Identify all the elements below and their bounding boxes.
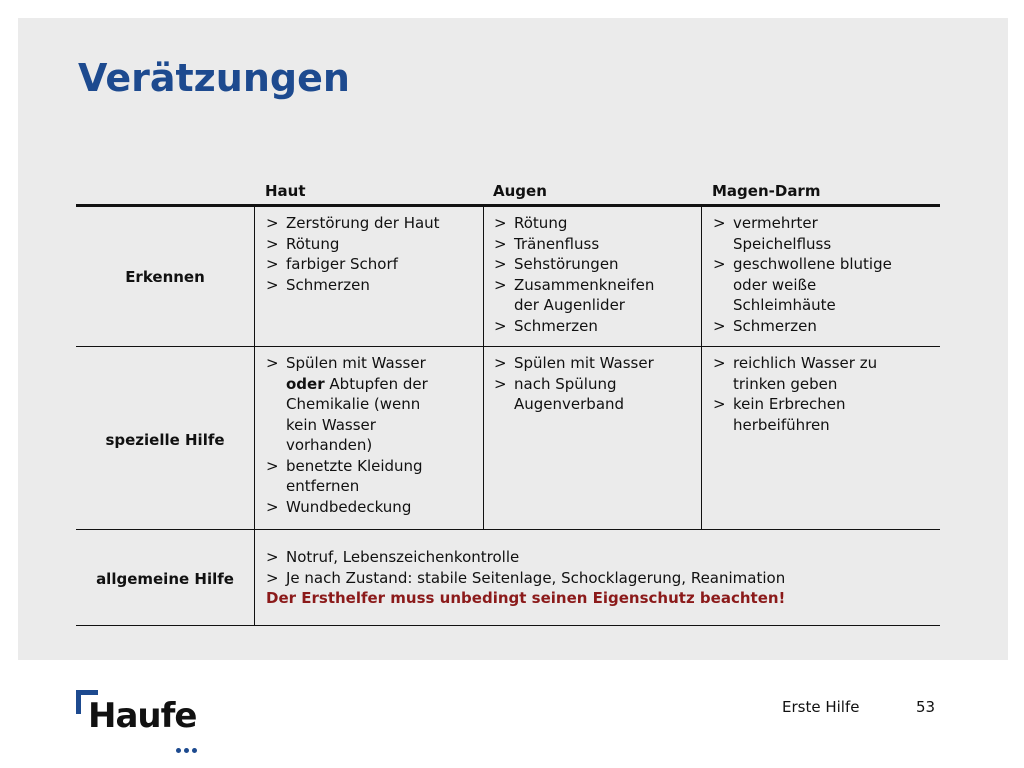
bullet: > [266,456,279,475]
list-item [494,374,698,415]
table-header-rule [76,204,940,207]
bullet: > [266,255,279,273]
list-item-line: Schleimhäute [733,296,836,314]
bullet: > [266,497,279,516]
bullet: > [266,234,279,253]
list-item-line: vermehrter [733,214,818,232]
list-item-line: reichlich Wasser zu [733,354,878,372]
list-item [266,254,480,275]
bullet: > [266,275,279,294]
logo-bracket-icon-horizontal [76,690,98,695]
list-item [266,275,480,296]
cell-spezielle-hilfe-magen-darm [713,353,939,435]
list-item [713,394,939,435]
list-item-line: Schmerzen [733,316,817,335]
list-item-line: Schmerzen [286,275,370,294]
list-item-line: Rötung [514,214,568,232]
row-divider-1 [76,346,940,347]
column-divider-haut [483,207,484,530]
slide-title: Verätzungen [78,56,350,100]
list-item-line: Spülen mit Wasser [514,354,654,372]
cell-erkennen-augen [494,213,698,336]
list-item-line: Spülen mit Wasser [286,354,426,372]
bullet: > [713,255,726,273]
list-item-line: Tränenfluss [514,234,600,253]
list-item [494,234,698,255]
bullet: > [713,316,726,335]
row-label-allgemeine-hilfe: allgemeine Hilfe [96,570,234,588]
bullet: > [266,214,279,232]
column-divider-augen [701,207,702,530]
list-item-line: kein Erbrechen [733,395,846,413]
list-item [713,353,939,394]
list-item [494,213,698,234]
list-item-line: farbiger Schorf [286,255,398,273]
cell-erkennen-haut [266,213,480,295]
list-item-line: geschwollene blutige [733,255,892,273]
list-item [494,275,698,316]
list-item-line: trinken geben [733,374,838,393]
cell-allgemeine-hilfe [266,547,936,609]
list-item-line [286,374,480,395]
table-bottom-rule [76,625,940,626]
list-item-line: der Augenlider [514,296,625,314]
bullet: > [266,548,279,566]
bullet: > [494,275,507,294]
bullet: > [494,374,507,393]
bullet: > [713,214,726,232]
list-item [713,254,939,316]
logo-text: Haufe [88,696,197,736]
footer-label: Erste Hilfe [782,698,860,716]
list-item [494,353,698,374]
list-item-line: kein Wasser [286,415,376,434]
list-item-text: Notruf, Lebenszeichenkontrolle [286,548,520,566]
bullet: > [494,214,507,232]
list-item-line: nach Spülung [514,374,617,393]
row-label-spezielle-hilfe: spezielle Hilfe [105,431,225,449]
bullet: > [494,354,507,372]
column-header-haut: Haut [265,182,306,200]
column-header-augen: Augen [493,182,547,200]
row-divider-2 [76,529,940,530]
list-item [713,213,939,254]
emphasis-text: oder [286,374,325,393]
list-item-line: vorhanden) [286,436,373,454]
list-item-text: Je nach Zustand: stabile Seitenlage, Schocklagerung, Reanimation [286,568,786,587]
haufe-logo [76,690,216,750]
list-item-line: Speichelfluss [733,234,832,253]
list-item-line: Wundbedeckung [286,497,412,516]
list-item [266,234,480,255]
list-item-text: Abtupfen der [329,374,428,393]
list-item [266,547,936,568]
list-item [494,254,698,275]
warning-text: Der Ersthelfer muss unbedingt seinen Eigenschutz beachten! [266,589,786,607]
list-item [713,316,939,337]
list-item [266,353,480,456]
column-divider-label [254,207,255,626]
bullet: > [494,234,507,253]
list-item [494,316,698,337]
bullet: > [713,395,726,413]
list-item [266,568,936,589]
list-item [266,456,480,497]
bullet: > [713,354,726,372]
page-number: 53 [916,698,936,716]
bullet: > [494,316,507,335]
bullet: > [494,255,507,273]
row-label-erkennen: Erkennen [125,268,205,286]
cell-spezielle-hilfe-haut [266,353,480,517]
list-item-line: entfernen [286,477,360,495]
list-item-line: oder weiße [733,275,817,294]
list-item-line: Zerstörung der Haut [286,214,440,232]
list-item-line: herbeiführen [733,415,830,434]
list-item [266,213,480,234]
bullet: > [266,568,279,587]
cell-spezielle-hilfe-augen [494,353,698,415]
logo-dots-icon [176,738,200,757]
list-item-line: Augenverband [514,395,625,413]
list-item-line: Sehstörungen [514,255,619,273]
list-item-line: Rötung [286,234,340,253]
list-item-line: Zusammenkneifen [514,275,655,294]
list-item-line: Schmerzen [514,316,598,335]
column-header-magen-darm: Magen-Darm [712,182,821,200]
list-item [266,497,480,518]
list-item-line: benetzte Kleidung [286,456,423,475]
list-item-line: Chemikalie (wenn [286,395,421,413]
bullet: > [266,354,279,372]
cell-erkennen-magen-darm [713,213,939,336]
